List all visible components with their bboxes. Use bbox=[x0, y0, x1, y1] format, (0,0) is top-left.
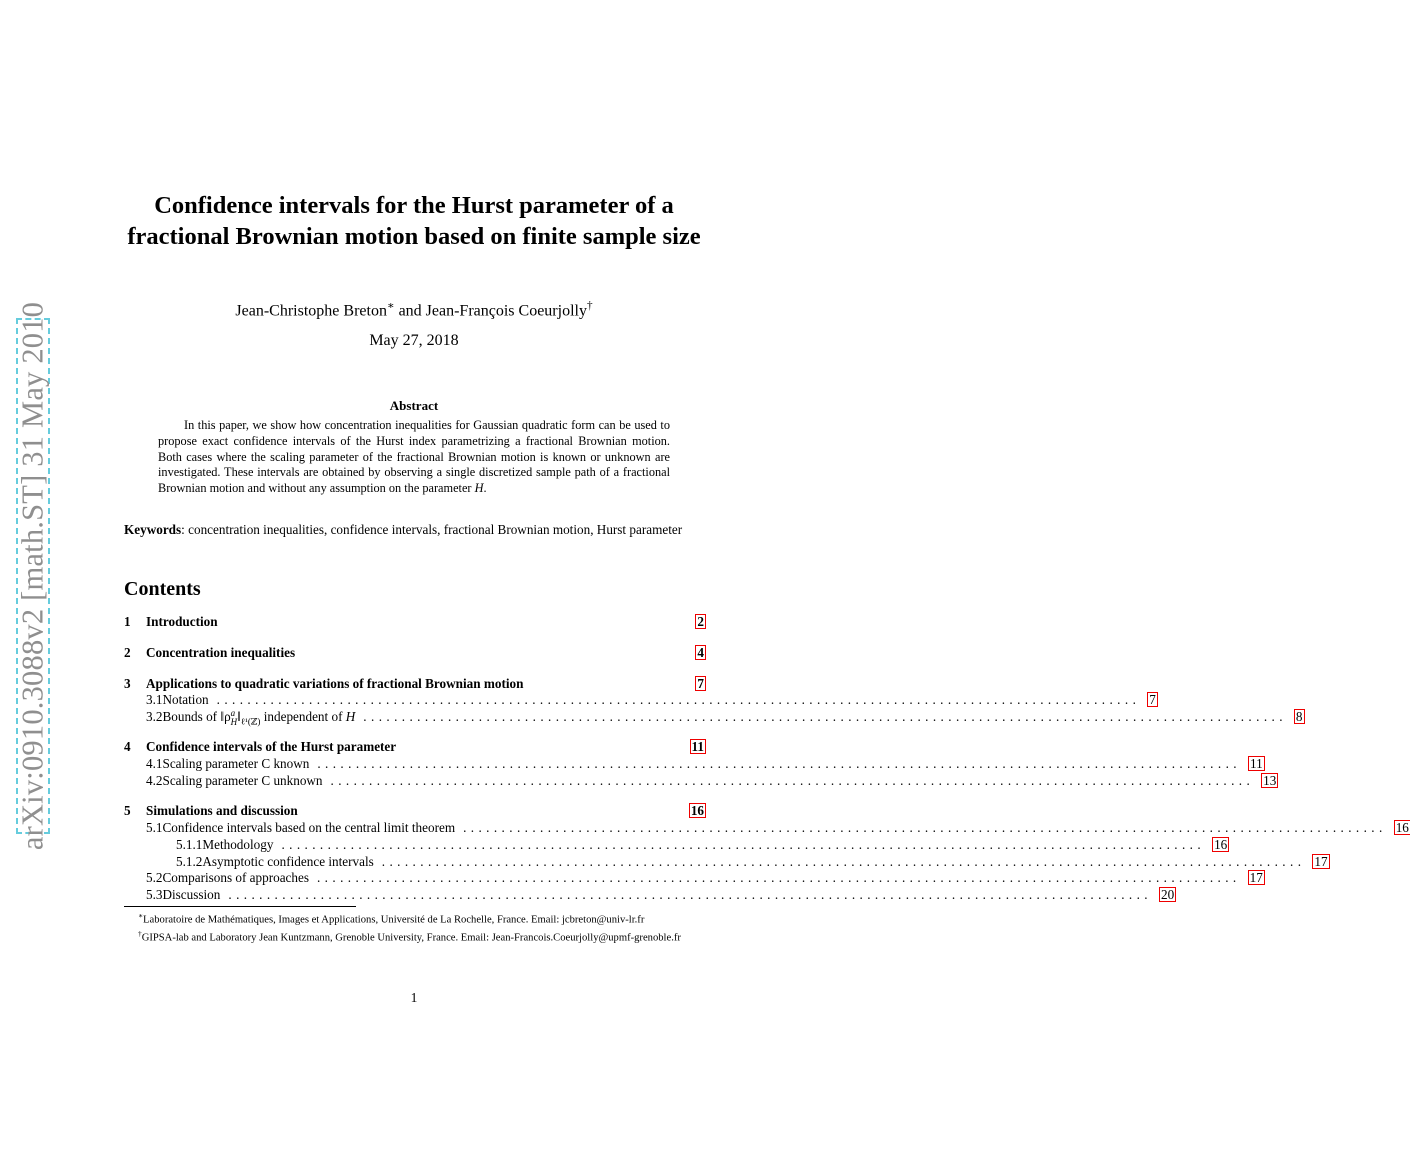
toc-entry[interactable] bbox=[124, 645, 705, 662]
abstract-end: . bbox=[483, 481, 487, 496]
footnote bbox=[124, 909, 705, 927]
toc-entry[interactable] bbox=[124, 708, 1303, 727]
toc-page-link[interactable]: 4 bbox=[697, 645, 704, 660]
toc-number: 5.1.1 bbox=[176, 837, 203, 852]
keywords-label: Keywords bbox=[124, 522, 182, 537]
math-norm-bar: ‖ bbox=[237, 709, 241, 725]
toc-page-link[interactable]: 11 bbox=[691, 739, 704, 754]
toc-entry[interactable] bbox=[124, 854, 1328, 871]
toc-title[interactable]: Confidence intervals based on the central limit theorem bbox=[162, 820, 456, 835]
footnote-text: Laboratoire de Mathématiques, Images et Applications, Université de La Rochelle, France. Email: jcbreton@univ-lr.fr bbox=[143, 914, 645, 926]
toc-page-link[interactable]: 13 bbox=[1263, 773, 1277, 788]
toc-page-link[interactable]: 16 bbox=[1214, 837, 1228, 852]
author-mark: ∗ bbox=[386, 300, 395, 312]
toc-title-text: independent of bbox=[260, 709, 346, 725]
footnote bbox=[124, 927, 705, 945]
toc-entry[interactable] bbox=[124, 803, 705, 820]
toc-page-link[interactable]: 17 bbox=[1314, 854, 1328, 869]
math-subscript: H bbox=[230, 717, 238, 727]
toc-number: 5.1.2 bbox=[176, 854, 203, 869]
toc-page-link[interactable]: 20 bbox=[1161, 887, 1175, 902]
abstract-body: In this paper, we show how concentration inequalities for Gaussian quadratic form can be used to propose exact confidence intervals of the Hurst index parametrizing a fractional Brownian motion. Both cases where the scaling parameter of the fractional Brownian motion is known or unknown are investigated. These intervals are obtained by observing a single discretized sample path of a fractional Brownian motion and without any assumption on the parameter bbox=[158, 418, 670, 496]
toc-page-link[interactable]: 7 bbox=[697, 676, 704, 691]
toc-title[interactable]: Methodology bbox=[202, 837, 274, 852]
toc-leader: ........................................................................................................................ bbox=[281, 837, 1206, 852]
footnotes bbox=[124, 909, 705, 945]
toc-title[interactable]: Discussion bbox=[162, 887, 221, 902]
toc-leader: ........................................................................................................................ bbox=[228, 887, 1152, 902]
toc-page-link[interactable]: 7 bbox=[1149, 692, 1156, 707]
toc-title[interactable]: Introduction bbox=[146, 614, 218, 629]
toc-number: 4 bbox=[124, 739, 131, 754]
toc-number: 3 bbox=[124, 676, 131, 691]
contents-heading: Contents bbox=[124, 578, 201, 600]
toc-number: 5 bbox=[124, 803, 131, 818]
page-number: 1 bbox=[410, 990, 418, 1005]
math-superscript: a bbox=[230, 708, 236, 718]
author-joiner: and bbox=[394, 302, 426, 320]
footnote-mark: † bbox=[138, 929, 142, 939]
toc-entry[interactable] bbox=[124, 773, 1277, 790]
toc-entry[interactable] bbox=[124, 676, 705, 693]
footnote-rule bbox=[124, 906, 356, 907]
toc-title[interactable]: Applications to quadratic variations of fractional Brownian motion bbox=[146, 676, 524, 691]
arxiv-stamp: arXiv:0910.3088v2 [math.ST] 31 May 2010 bbox=[15, 301, 50, 851]
toc-entry[interactable] bbox=[124, 692, 1156, 709]
toc-leader: ........................................................................................................................ bbox=[363, 709, 1287, 725]
toc-number: 4.1 bbox=[146, 756, 163, 771]
abstract-heading: Abstract bbox=[389, 398, 439, 413]
toc-page-link[interactable]: 11 bbox=[1249, 756, 1263, 771]
toc-entry[interactable] bbox=[124, 739, 705, 756]
toc-number: 4.2 bbox=[146, 773, 163, 788]
toc-number: 5.2 bbox=[146, 870, 163, 885]
toc-entry[interactable] bbox=[124, 614, 705, 631]
toc-page-link[interactable]: 16 bbox=[1395, 820, 1409, 835]
toc-leader: ........................................................................................................................ bbox=[463, 820, 1387, 835]
keywords bbox=[124, 521, 704, 538]
toc-title[interactable]: Notation bbox=[162, 692, 209, 707]
author-name: Jean-François Coeurjolly bbox=[425, 302, 587, 320]
toc-entry[interactable] bbox=[124, 837, 1228, 854]
authors bbox=[110, 299, 718, 320]
toc-leader: ........................................................................................................................ bbox=[317, 756, 1241, 771]
abstract-text bbox=[158, 418, 670, 497]
toc-number: 5.3 bbox=[146, 887, 163, 902]
paper-title: Confidence intervals for the Hurst parameter of a fractional Brownian motion based on finite sample size bbox=[127, 192, 701, 250]
toc-entry[interactable] bbox=[124, 870, 1263, 887]
toc-leader: ........................................................................................................................ bbox=[330, 773, 1255, 788]
math-h: H bbox=[345, 709, 356, 725]
toc-page-link[interactable]: 8 bbox=[1295, 709, 1303, 725]
footnote-text: GIPSA-lab and Laboratory Jean Kuntzmann, Grenoble University, France. Email: Jean-Francois.Coeurjolly@upmf-grenoble.fr bbox=[141, 932, 681, 944]
toc-number: 3.1 bbox=[146, 692, 163, 707]
author-name: Jean-Christophe Breton bbox=[235, 302, 387, 320]
toc-leader: ........................................................................................................................ bbox=[381, 854, 1306, 869]
footnote-mark: ∗ bbox=[138, 911, 144, 920]
toc-number: 5.1 bbox=[146, 820, 163, 835]
toc-title[interactable] bbox=[162, 709, 357, 728]
toc-page-link[interactable]: 17 bbox=[1249, 870, 1263, 885]
abstract-math-h: H bbox=[474, 481, 484, 496]
toc-number: 3.2 bbox=[146, 709, 163, 725]
keywords-text: : concentration inequalities, confidence intervals, fractional Brownian motion, Hurst parameter bbox=[181, 522, 683, 537]
toc-entry[interactable] bbox=[124, 887, 1175, 904]
toc-page-link[interactable]: 2 bbox=[697, 614, 704, 629]
math-norm-subscript: ℓ¹(ℤ) bbox=[240, 716, 261, 727]
toc-title[interactable]: Scaling parameter C known bbox=[162, 756, 310, 771]
author-mark: † bbox=[586, 300, 593, 312]
toc-number: 1 bbox=[124, 614, 131, 629]
toc-title[interactable]: Simulations and discussion bbox=[146, 803, 298, 818]
toc-number: 2 bbox=[124, 645, 131, 660]
toc-title[interactable]: Concentration inequalities bbox=[146, 645, 296, 660]
paper-date: May 27, 2018 bbox=[369, 332, 459, 349]
toc-title[interactable]: Comparisons of approaches bbox=[162, 870, 309, 885]
toc-title[interactable]: Confidence intervals of the Hurst parameter bbox=[146, 739, 397, 754]
toc-title[interactable]: Scaling parameter C unknown bbox=[162, 773, 323, 788]
toc-leader: ........................................................................................................................ bbox=[316, 870, 1241, 885]
toc-title-text: Bounds of ‖ρ bbox=[162, 709, 231, 725]
toc-entry[interactable] bbox=[124, 756, 1263, 773]
toc-entry[interactable] bbox=[124, 820, 1409, 837]
toc-title[interactable]: Asymptotic confidence intervals bbox=[202, 854, 374, 869]
toc-page-link[interactable]: 16 bbox=[690, 803, 704, 818]
toc-leader: ........................................................................................................................ bbox=[216, 692, 1141, 707]
